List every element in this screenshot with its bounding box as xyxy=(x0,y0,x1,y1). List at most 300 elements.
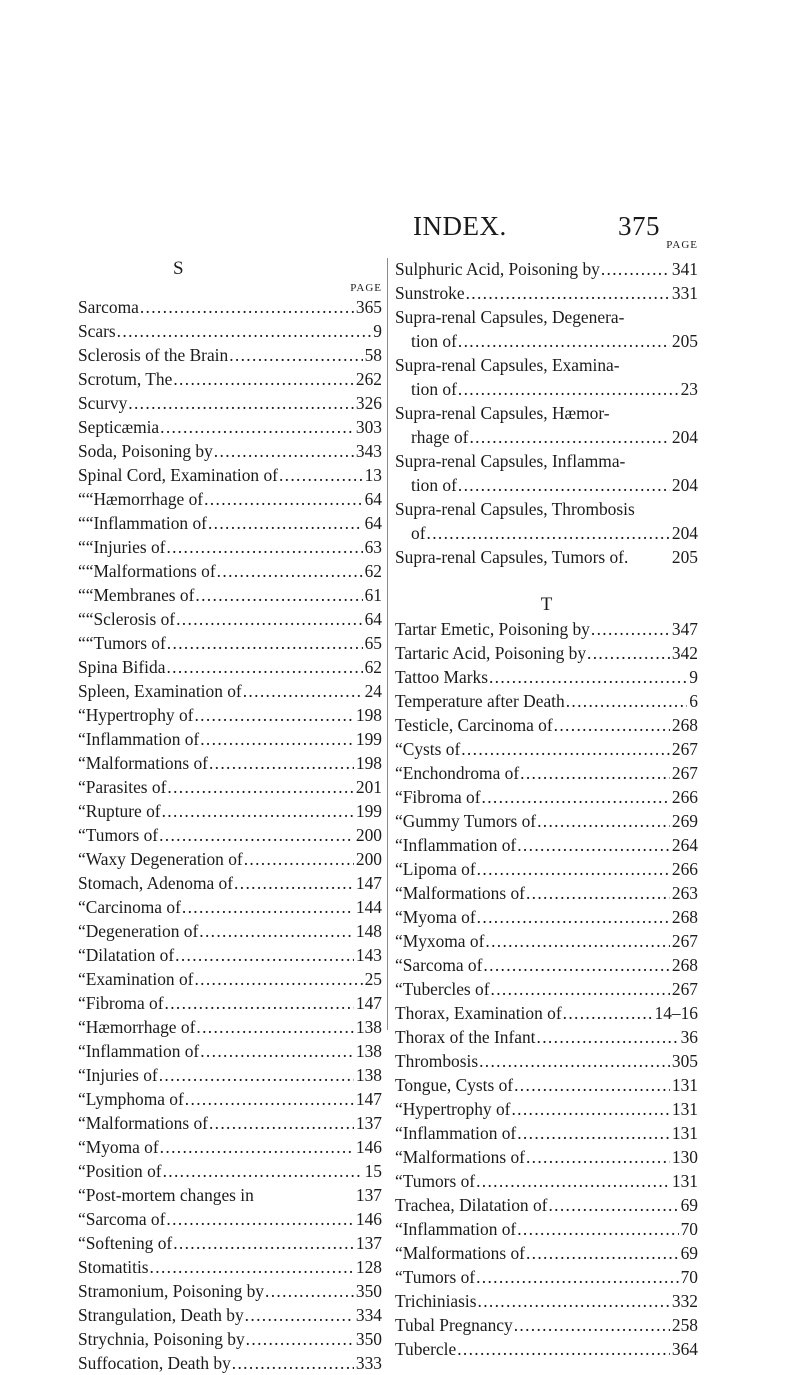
ditto-mark: “ xyxy=(78,753,86,773)
ditto-mark: “ xyxy=(78,609,86,629)
dot-leader xyxy=(426,521,670,545)
index-column-left xyxy=(78,257,382,1375)
entry-page-number: 148 xyxy=(355,921,382,941)
entry-term: Supra-renal Capsules, Examina- xyxy=(395,355,620,375)
entry-page-number: 267 xyxy=(671,739,698,759)
entry-page-number: 146 xyxy=(355,1137,382,1157)
entry-page-number: 364 xyxy=(671,1339,698,1359)
index-entry xyxy=(395,977,698,1001)
letter-heading-t: T xyxy=(540,594,553,615)
dot-leader xyxy=(158,1063,354,1087)
ditto-mark: “ xyxy=(78,513,86,533)
ditto-mark: “ xyxy=(78,1065,86,1085)
index-entry xyxy=(395,1265,698,1289)
entry-term: Gummy Tumors of xyxy=(402,811,537,831)
dot-leader xyxy=(476,905,670,929)
index-entry xyxy=(395,1025,698,1049)
index-entry xyxy=(395,305,698,329)
index-entry xyxy=(78,367,382,391)
dot-leader xyxy=(194,583,362,607)
index-entry xyxy=(395,665,698,689)
entry-list-s xyxy=(78,295,382,1375)
dot-leader xyxy=(166,631,363,655)
dot-leader xyxy=(562,1001,653,1025)
entry-page-number: 147 xyxy=(355,1089,382,1109)
entry-term: Strychnia, Poisoning by xyxy=(78,1329,245,1349)
index-entry xyxy=(78,1207,382,1231)
entry-page-number: 138 xyxy=(355,1041,382,1061)
dot-leader xyxy=(478,1049,670,1073)
index-entry xyxy=(395,1049,698,1073)
index-entry xyxy=(78,583,382,607)
entry-page-number: 343 xyxy=(355,441,382,461)
dot-leader xyxy=(460,737,670,761)
entry-page-number: 144 xyxy=(355,897,382,917)
entry-term: Hypertrophy of xyxy=(402,1099,511,1119)
entry-page-number: 266 xyxy=(671,859,698,879)
entry-term: Supra-renal Capsules, Thrombosis xyxy=(395,499,635,519)
dot-leader xyxy=(465,281,670,305)
index-entry xyxy=(395,1193,698,1217)
index-entry xyxy=(78,1303,382,1327)
dot-leader xyxy=(586,641,670,665)
ditto-mark: “ xyxy=(78,1089,86,1109)
ditto-mark: “ xyxy=(78,825,86,845)
entry-page-number: 131 xyxy=(671,1171,698,1191)
entry-term: Tongue, Cysts of xyxy=(395,1075,514,1095)
dot-leader xyxy=(525,881,670,905)
ditto-mark: “ xyxy=(78,1113,86,1133)
ditto-mark: “ xyxy=(78,945,86,965)
index-entry xyxy=(78,607,382,631)
dot-leader xyxy=(208,1111,354,1135)
dot-leader xyxy=(149,1255,354,1279)
entry-page-number: 350 xyxy=(355,1281,382,1301)
entry-term: Malformations of xyxy=(402,1147,525,1167)
index-entry xyxy=(78,847,382,871)
index-entry xyxy=(395,761,698,785)
dot-leader xyxy=(208,751,354,775)
dot-leader xyxy=(481,785,670,809)
entry-term: Lipoma of xyxy=(402,859,476,879)
index-entry xyxy=(395,281,698,305)
index-entry xyxy=(395,521,698,545)
entry-term: Hæmorrhage of xyxy=(93,489,204,509)
entry-page-number: 267 xyxy=(671,979,698,999)
dot-leader xyxy=(475,1169,670,1193)
entry-term: Tubercles of xyxy=(402,979,490,999)
dot-leader xyxy=(510,1097,669,1121)
ditto-mark: “ xyxy=(395,1099,403,1119)
index-entry xyxy=(395,401,698,425)
entry-page-number: 64 xyxy=(364,489,382,509)
dot-leader xyxy=(482,953,669,977)
index-entry xyxy=(78,775,382,799)
dot-leader xyxy=(264,1279,354,1303)
entry-term: Scurvy xyxy=(78,393,128,413)
dot-leader xyxy=(165,535,362,559)
ditto-mark: “ xyxy=(85,609,94,629)
dot-leader xyxy=(158,823,354,847)
dot-leader xyxy=(245,1327,354,1351)
entry-page-number: 64 xyxy=(364,609,382,629)
dot-leader xyxy=(199,1039,354,1063)
ditto-mark: “ xyxy=(78,849,86,869)
ditto-mark: “ xyxy=(78,969,86,989)
entry-page-number: 9 xyxy=(373,321,382,341)
entry-term: Spleen, Examination of xyxy=(78,681,242,701)
entry-page-number: 64 xyxy=(364,513,382,533)
ditto-mark: “ xyxy=(85,633,94,653)
index-entry xyxy=(78,535,382,559)
entry-page-number: 305 xyxy=(671,1051,698,1071)
entry-page-number: 137 xyxy=(355,1185,382,1205)
entry-term: Tumors of xyxy=(93,633,166,653)
index-entry xyxy=(395,689,698,713)
entry-term: Scrotum, The xyxy=(78,369,173,389)
entry-term: Sclerosis of xyxy=(93,609,176,629)
index-entry xyxy=(395,425,698,449)
entry-page-number: 201 xyxy=(355,777,382,797)
ditto-mark: “ xyxy=(78,1017,86,1037)
index-entry xyxy=(395,641,698,665)
ditto-mark: “ xyxy=(395,1243,403,1263)
ditto-mark: “ xyxy=(395,1219,403,1239)
entry-page-number: 70 xyxy=(680,1267,698,1287)
column-divider xyxy=(387,258,388,1030)
entry-term: Tubal Pregnancy xyxy=(395,1315,513,1335)
index-entry xyxy=(78,1159,382,1183)
dot-leader xyxy=(476,857,670,881)
index-entry xyxy=(78,415,382,439)
entry-page-number: 131 xyxy=(671,1123,698,1143)
ditto-mark: “ xyxy=(85,537,94,557)
ditto-mark: “ xyxy=(78,489,86,509)
index-entry xyxy=(78,919,382,943)
page-number: 375 xyxy=(618,211,660,241)
entry-page-number: 147 xyxy=(355,873,382,893)
entry-term: Examination of xyxy=(85,969,194,989)
dot-leader xyxy=(513,1313,670,1337)
index-entry xyxy=(78,319,382,343)
entry-page-number: 61 xyxy=(364,585,382,605)
entry-term: Parasites of xyxy=(85,777,167,797)
dot-leader xyxy=(162,1159,363,1183)
entry-page-number: 267 xyxy=(671,763,698,783)
index-entry xyxy=(78,895,382,919)
index-entry xyxy=(395,545,698,569)
entry-term: Membranes of xyxy=(93,585,195,605)
entry-term: Hypertrophy of xyxy=(85,705,194,725)
dot-leader xyxy=(468,425,669,449)
ditto-mark: “ xyxy=(395,835,403,855)
entry-term: Lymphoma of xyxy=(85,1089,184,1109)
dot-leader xyxy=(488,665,687,689)
dot-leader xyxy=(172,367,354,391)
ditto-mark: “ xyxy=(395,1171,403,1191)
index-entry xyxy=(78,799,382,823)
dot-leader xyxy=(525,1145,670,1169)
ditto-mark: “ xyxy=(395,1123,403,1143)
entry-term: Waxy Degeneration of xyxy=(85,849,243,869)
entry-term: Inflammation of xyxy=(402,1123,517,1143)
entry-page-number: 200 xyxy=(355,849,382,869)
entry-term: Testicle, Carcinoma of xyxy=(395,715,553,735)
index-entry xyxy=(78,871,382,895)
entry-term: Scars xyxy=(78,321,116,341)
entry-page-number: 131 xyxy=(671,1075,698,1095)
index-entry xyxy=(78,679,382,703)
entry-term: Sarcoma of xyxy=(85,1209,166,1229)
entry-term: Thrombosis xyxy=(395,1051,479,1071)
index-entry xyxy=(395,257,698,281)
ditto-mark: “ xyxy=(78,801,86,821)
entry-page-number: 70 xyxy=(680,1219,698,1239)
index-entry xyxy=(395,377,698,401)
index-entry xyxy=(78,1327,382,1351)
entry-term: Suffocation, Death by xyxy=(78,1353,231,1373)
dot-leader xyxy=(565,689,688,713)
ditto-mark: “ xyxy=(78,537,86,557)
entry-term: Sarcoma xyxy=(78,297,139,317)
entry-page-number: 63 xyxy=(364,537,382,557)
ditto-mark: “ xyxy=(395,1147,403,1167)
index-entry xyxy=(78,439,382,463)
index-entry xyxy=(395,881,698,905)
entry-page-number: 269 xyxy=(671,811,698,831)
dot-leader xyxy=(244,1303,354,1327)
index-entry xyxy=(395,857,698,881)
entry-page-number: 331 xyxy=(671,283,698,303)
ditto-mark: “ xyxy=(395,859,403,879)
dot-leader xyxy=(600,257,670,281)
index-entry xyxy=(78,967,382,991)
entry-term: Malformations of xyxy=(85,753,208,773)
index-entry xyxy=(395,1001,698,1025)
entry-page-number: 326 xyxy=(355,393,382,413)
entry-page-number: 365 xyxy=(355,297,382,317)
dot-leader xyxy=(161,799,354,823)
entry-page-number: 131 xyxy=(671,1099,698,1119)
entry-term: Stomatitis xyxy=(78,1257,149,1277)
entry-page-number: 198 xyxy=(355,753,382,773)
index-entry xyxy=(78,1135,382,1159)
entry-term: Malformations of xyxy=(402,1243,525,1263)
entry-term: Enchondroma of xyxy=(402,763,520,783)
dot-leader xyxy=(519,761,670,785)
index-entry xyxy=(78,703,382,727)
ditto-mark: “ xyxy=(78,897,86,917)
entry-page-number: 266 xyxy=(671,787,698,807)
dot-leader xyxy=(547,1193,678,1217)
dot-leader xyxy=(456,1337,670,1361)
dot-leader xyxy=(175,607,363,631)
entry-page-number: 6 xyxy=(689,691,698,711)
index-entry xyxy=(78,655,382,679)
ditto-mark: “ xyxy=(395,883,403,903)
ditto-mark: “ xyxy=(78,1041,86,1061)
entry-term: Tartaric Acid, Poisoning by xyxy=(395,643,587,663)
index-entry xyxy=(78,1255,382,1279)
entry-page-number: 332 xyxy=(671,1291,698,1311)
dot-leader xyxy=(516,1121,670,1145)
index-entry xyxy=(78,1351,382,1375)
entry-page-number: 62 xyxy=(364,561,382,581)
ditto-mark: “ xyxy=(395,907,403,927)
entry-term: Thorax, Examination of xyxy=(395,1003,562,1023)
entry-term: Cysts of xyxy=(402,739,461,759)
index-entry xyxy=(395,1217,698,1241)
entry-term: Trachea, Dilatation of xyxy=(395,1195,548,1215)
ditto-mark: “ xyxy=(395,1267,403,1287)
ditto-mark: “ xyxy=(78,993,86,1013)
index-entry xyxy=(395,617,698,641)
entry-term: Injuries of xyxy=(93,537,166,557)
entry-term: Tumors of xyxy=(85,825,159,845)
entry-term: Fibroma of xyxy=(85,993,164,1013)
entry-page-number: 263 xyxy=(671,883,698,903)
dot-leader xyxy=(165,1207,353,1231)
ditto-mark: “ xyxy=(85,489,94,509)
entry-term: Fibroma of xyxy=(402,787,481,807)
dot-leader xyxy=(457,473,670,497)
index-entry xyxy=(395,1289,698,1313)
index-entry xyxy=(78,1231,382,1255)
dot-leader xyxy=(193,967,362,991)
dot-leader xyxy=(159,1135,354,1159)
entry-term: Malformations of xyxy=(402,883,525,903)
entry-page-number: 205 xyxy=(671,547,698,567)
entry-term: Malformations of xyxy=(93,561,216,581)
dot-leader xyxy=(553,713,670,737)
index-column-right xyxy=(395,239,698,1361)
ditto-mark: “ xyxy=(395,979,403,999)
entry-term: Position of xyxy=(85,1161,162,1181)
dot-leader xyxy=(164,991,354,1015)
index-entry xyxy=(78,1279,382,1303)
dot-leader xyxy=(174,943,354,967)
entry-term: Post-mortem changes in xyxy=(85,1185,254,1205)
ditto-mark: “ xyxy=(78,1185,86,1205)
dot-leader xyxy=(172,1231,354,1255)
dot-leader xyxy=(165,655,362,679)
dot-leader xyxy=(536,1025,679,1049)
entry-term: Malformations of xyxy=(85,1113,208,1133)
entry-term: tion of xyxy=(411,475,457,495)
index-entry xyxy=(78,631,382,655)
running-title: INDEX. xyxy=(413,211,507,241)
entry-term: Inflammation of xyxy=(85,729,200,749)
dot-leader xyxy=(199,727,354,751)
index-entry xyxy=(395,449,698,473)
entry-page-number: 334 xyxy=(355,1305,382,1325)
entry-page-number: 137 xyxy=(355,1233,382,1253)
entry-page-number: 65 xyxy=(364,633,382,653)
dot-leader xyxy=(516,1217,678,1241)
entry-term: Supra-renal Capsules, Inflamma- xyxy=(395,451,626,471)
entry-term: Rupture of xyxy=(85,801,161,821)
entry-term: Inflammation of xyxy=(402,1219,517,1239)
index-entry xyxy=(395,473,698,497)
entry-term: Sclerosis of the Brain xyxy=(78,345,229,365)
index-entry xyxy=(78,943,382,967)
dot-leader xyxy=(242,679,363,703)
dot-leader xyxy=(139,295,354,319)
entry-page-number: 143 xyxy=(355,945,382,965)
ditto-mark: “ xyxy=(395,811,403,831)
ditto-mark: “ xyxy=(395,739,403,759)
index-entry xyxy=(395,1121,698,1145)
index-entry xyxy=(78,1063,382,1087)
index-entry xyxy=(395,1337,698,1361)
dot-leader xyxy=(216,559,363,583)
entry-term: Thorax of the Infant xyxy=(395,1027,536,1047)
entry-page-number: 204 xyxy=(671,523,698,543)
ditto-mark: “ xyxy=(78,1209,86,1229)
ditto-mark: “ xyxy=(395,787,403,807)
dot-leader xyxy=(590,617,670,641)
ditto-mark: “ xyxy=(78,777,86,797)
index-entry xyxy=(78,559,382,583)
entry-page-number: 342 xyxy=(671,643,698,663)
entry-term: Myoma of xyxy=(402,907,476,927)
entry-term: Trichiniasis xyxy=(395,1291,477,1311)
index-entry xyxy=(395,929,698,953)
entry-page-number: 204 xyxy=(671,427,698,447)
dot-leader xyxy=(203,487,363,511)
dot-leader xyxy=(184,1087,354,1111)
index-entry xyxy=(78,1111,382,1135)
entry-term: Temperature after Death xyxy=(395,691,565,711)
dot-leader xyxy=(490,977,670,1001)
entry-page-number: 69 xyxy=(680,1243,698,1263)
dot-leader xyxy=(477,1289,670,1313)
entry-page-number: 146 xyxy=(355,1209,382,1229)
dot-leader xyxy=(198,919,354,943)
index-entry xyxy=(395,785,698,809)
index-entry xyxy=(395,905,698,929)
entry-term: Supra-renal Capsules, Degenera- xyxy=(395,307,625,327)
entry-page-number: 138 xyxy=(355,1065,382,1085)
entry-page-number: 58 xyxy=(364,345,382,365)
entry-term: rhage of xyxy=(411,427,469,447)
ditto-mark: “ xyxy=(78,1137,86,1157)
entry-term: Sunstroke xyxy=(395,283,465,303)
page-column-label: PAGE xyxy=(666,239,698,251)
index-entry xyxy=(395,1097,698,1121)
dot-leader xyxy=(536,809,670,833)
ditto-mark: “ xyxy=(78,729,86,749)
ditto-mark: “ xyxy=(395,763,403,783)
index-entry xyxy=(78,991,382,1015)
entry-page-number: 204 xyxy=(671,475,698,495)
index-entry xyxy=(78,1183,382,1207)
page-column-label: PAGE xyxy=(350,282,382,294)
dot-leader xyxy=(457,377,679,401)
index-entry xyxy=(78,1015,382,1039)
dot-leader xyxy=(513,1073,670,1097)
entry-term: Inflammation of xyxy=(85,1041,200,1061)
entry-page-number: 350 xyxy=(355,1329,382,1349)
index-entry xyxy=(395,353,698,377)
index-entry xyxy=(395,329,698,353)
entry-page-number: 264 xyxy=(671,835,698,855)
dot-leader xyxy=(207,511,363,535)
index-entry xyxy=(395,833,698,857)
index-entry xyxy=(395,1169,698,1193)
entry-term: Tumors of xyxy=(402,1171,476,1191)
index-entry xyxy=(395,953,698,977)
